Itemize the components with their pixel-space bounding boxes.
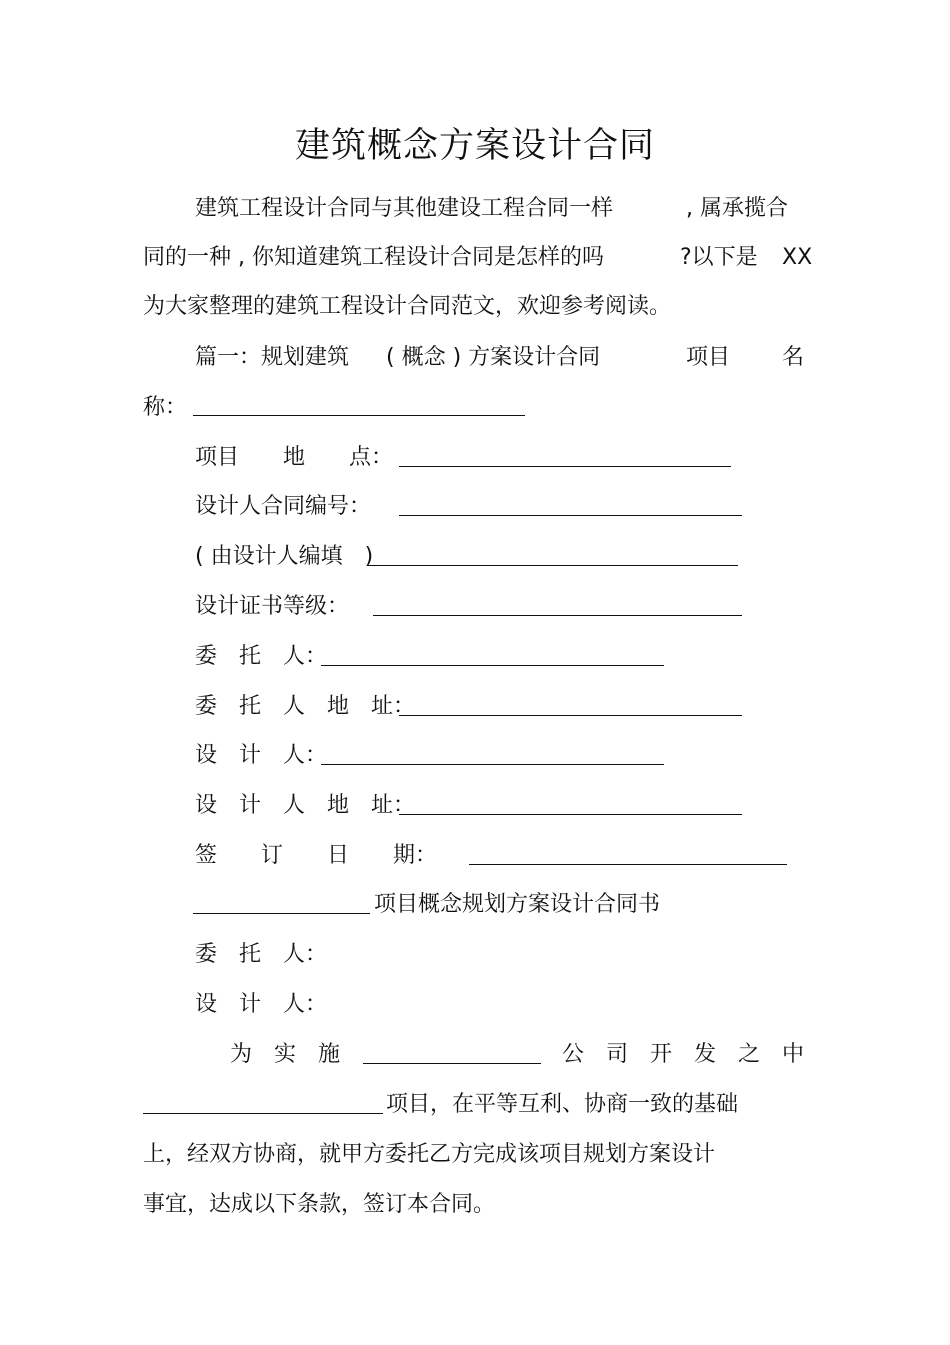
field-designer-addr-blank — [399, 814, 742, 815]
contract-project-blank — [193, 913, 370, 914]
field-sign-date-blank — [469, 864, 787, 865]
section-heading-a: 篇一：规划建筑 — [195, 345, 350, 370]
contract-p3: 上，经双方协商，就甲方委托乙方完成该项目规划方案设计 — [143, 1142, 716, 1167]
contract-book-title: 项目概念规划方案设计合同书 — [374, 892, 661, 917]
field-cert-level-blank — [373, 615, 742, 616]
field-location-label: 项目 地 点： — [195, 445, 394, 470]
contract-project-name-blank — [143, 1113, 383, 1114]
field-contract-no-blank — [399, 515, 742, 516]
field-location-blank — [399, 466, 731, 467]
project-name-blank — [193, 415, 525, 416]
field-filled-by-label: ( 由设计人编填 ) — [195, 544, 374, 569]
field-filled-by-blank — [368, 565, 738, 566]
field-client-label: 委 托 人： — [195, 644, 328, 669]
field-contract-no-label: 设计人合同编号： — [195, 494, 372, 519]
contract-p2: 项目，在平等互利、协商一致的基础 — [386, 1092, 739, 1117]
contract-p4: 事宜，达成以下条款，签订本合同。 — [143, 1192, 496, 1217]
field-designer-label: 设 计 人： — [195, 743, 328, 768]
intro-line-2a: 同的一种 , 你知道建筑工程设计合同是怎样的吗 — [143, 245, 604, 270]
section-heading-c: 项目 — [686, 345, 731, 370]
intro-line-2b: ?以下是 — [680, 245, 758, 270]
field-client-blank — [321, 665, 664, 666]
intro-line-3: 为大家整理的建筑工程设计合同范文，欢迎参考阅读。 — [143, 294, 672, 319]
field-designer-addr-label: 设 计 人 地 址： — [195, 793, 416, 818]
intro-line-1b: , 属承揽合 — [686, 196, 788, 221]
contract-client-label: 委 托 人： — [195, 942, 328, 967]
field-client-addr-blank — [399, 715, 742, 716]
contract-designer-label: 设 计 人： — [195, 992, 328, 1017]
field-designer-blank — [321, 764, 664, 765]
contract-company-blank — [363, 1063, 541, 1064]
section-heading-b: ( 概念 ) 方案设计合同 — [386, 345, 601, 370]
field-cert-level-label: 设计证书等级： — [195, 594, 350, 619]
intro-line-2c: XX — [782, 245, 813, 270]
document-title: 建筑概念方案设计合同 — [294, 126, 655, 166]
section-heading-d: 名 — [782, 345, 805, 370]
contract-p1-a: 为 实 施 — [230, 1042, 341, 1067]
field-sign-date-label: 签 订 日 期： — [195, 843, 438, 868]
contract-p1-b: 公 司 开 发 之 中 — [562, 1042, 805, 1067]
field-client-addr-label: 委 托 人 地 址： — [195, 694, 416, 719]
intro-line-1a: 建筑工程设计合同与其他建设工程合同一样 — [195, 196, 614, 221]
section-heading-e: 称： — [143, 395, 188, 420]
